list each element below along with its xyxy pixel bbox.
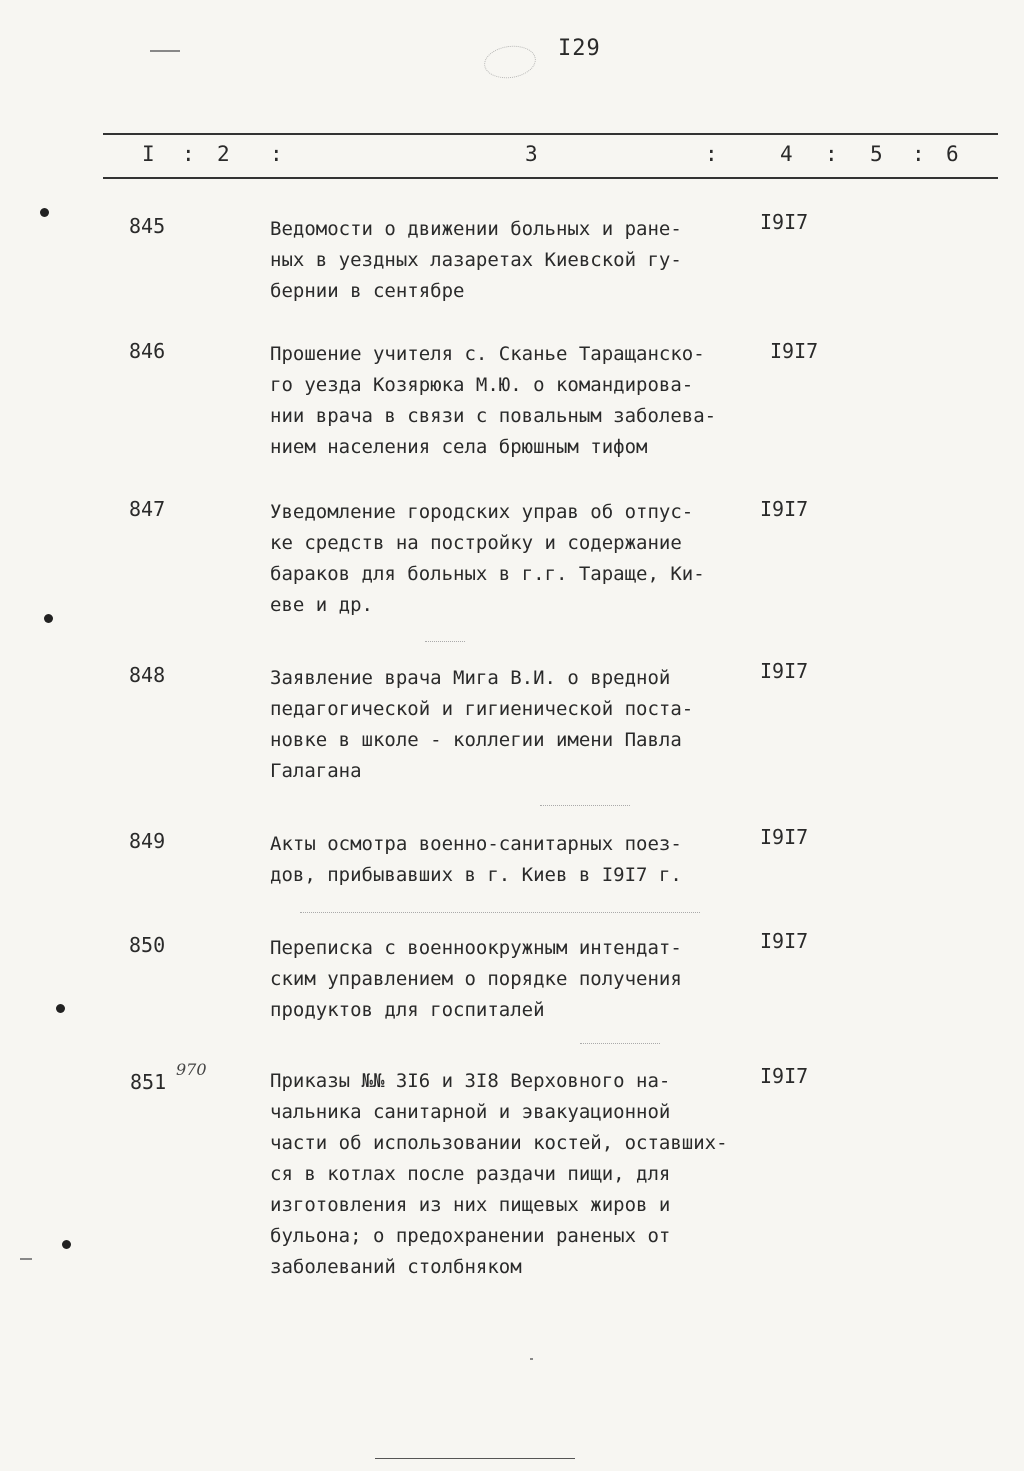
page-number: I29: [558, 36, 601, 61]
entry-description: [270, 663, 740, 787]
column-header-1: I: [142, 142, 155, 166]
description-line: чальника санитарной и эвакуационной: [270, 1101, 671, 1123]
column-header-5: 5: [870, 142, 883, 166]
table-top-rule: [103, 133, 998, 135]
description-line: ных в уездных лазаретах Киевской гу-: [270, 249, 682, 271]
entry-year: I9I7: [760, 497, 809, 521]
description-line: бульона; о предохранении раненых от: [270, 1225, 671, 1247]
scan-speck: [20, 1258, 32, 1260]
description-line: Уведомление городских управ об отпус-: [270, 501, 694, 523]
entry-year: I9I7: [760, 929, 809, 953]
faint-stamp: [482, 43, 538, 82]
description-line: ке средств на постройку и содержание: [270, 532, 682, 554]
entry-number: 846: [129, 339, 166, 363]
description-line: бараков для больных в г.г. Тараще, Ки-: [270, 563, 705, 585]
column-header-row: [0, 142, 1024, 170]
faint-separator: [300, 912, 700, 914]
description-line: новке в школе - коллегии имени Павла: [270, 729, 682, 751]
entry-number: 850: [129, 933, 166, 957]
punch-hole-dot: [40, 208, 49, 217]
description-line: нии врача в связи с повальным заболева-: [270, 405, 717, 427]
entry-description: [270, 214, 740, 307]
entry-number: 849: [129, 829, 166, 853]
entry-year: I9I7: [760, 1064, 809, 1088]
column-header-6: 6: [946, 142, 959, 166]
description-line: продуктов для госпиталей: [270, 999, 545, 1021]
column-separator: :: [825, 142, 838, 166]
description-line: дов, прибывавших в г. Киев в I9I7 г.: [270, 864, 682, 886]
scan-speck: [150, 50, 180, 52]
description-line: нием населения села брюшным тифом: [270, 436, 648, 458]
description-line: Галагана: [270, 760, 362, 782]
description-line: бернии в сентябре: [270, 280, 465, 302]
entry-number: 851: [130, 1070, 167, 1094]
entry-year: I9I7: [770, 339, 819, 363]
entry-year: I9I7: [760, 210, 809, 234]
entry-year: I9I7: [760, 825, 809, 849]
entry-number: 845: [129, 214, 166, 238]
column-separator: :: [270, 142, 283, 166]
description-line: еве и др.: [270, 594, 373, 616]
entry-description: [270, 1066, 790, 1283]
description-line: Переписка с военноокружным интендат-: [270, 937, 682, 959]
faint-separator: [580, 1043, 660, 1045]
scan-speck: [530, 1358, 533, 1360]
description-line: го уезда Козярюка М.Ю. о командирова-: [270, 374, 694, 396]
entry-number: 847: [129, 497, 166, 521]
column-separator: :: [912, 142, 925, 166]
entry-description: [270, 933, 740, 1026]
punch-hole-dot: [62, 1240, 71, 1249]
punch-hole-dot: [56, 1004, 65, 1013]
column-header-2: 2: [217, 142, 230, 166]
punch-hole-dot: [44, 614, 53, 623]
column-separator: :: [182, 142, 195, 166]
entry-year: I9I7: [760, 659, 809, 683]
table-header-rule: [103, 177, 998, 179]
entry-description: [270, 829, 740, 891]
description-line: Ведомости о движении больных и ране-: [270, 218, 682, 240]
column-header-4: 4: [780, 142, 793, 166]
column-header-3: 3: [525, 142, 538, 166]
entry-description: [270, 339, 740, 463]
faint-separator: [540, 805, 630, 807]
description-line: изготовления из них пищевых жиров и: [270, 1194, 671, 1216]
description-line: ским управлением о порядке получения: [270, 968, 682, 990]
description-line: заболеваний столбняком: [270, 1256, 522, 1278]
description-line: ся в котлах после раздачи пищи, для: [270, 1163, 671, 1185]
description-line: части об использовании костей, оставших-: [270, 1132, 728, 1154]
faint-separator: [425, 641, 465, 643]
handwritten-note: 970: [176, 1060, 207, 1079]
scan-edge-line: [375, 1458, 575, 1459]
column-separator: :: [705, 142, 718, 166]
entry-description: [270, 497, 740, 621]
description-line: Акты осмотра военно-санитарных поез-: [270, 833, 682, 855]
description-line: Прошение учителя с. Сканье Таращанско-: [270, 343, 705, 365]
entry-number: 848: [129, 663, 166, 687]
description-line: педагогической и гигиенической поста-: [270, 698, 694, 720]
description-line: Заявление врача Мига В.И. о вредной: [270, 667, 671, 689]
description-line: Приказы №№ 3I6 и 3I8 Верховного на-: [270, 1070, 671, 1092]
